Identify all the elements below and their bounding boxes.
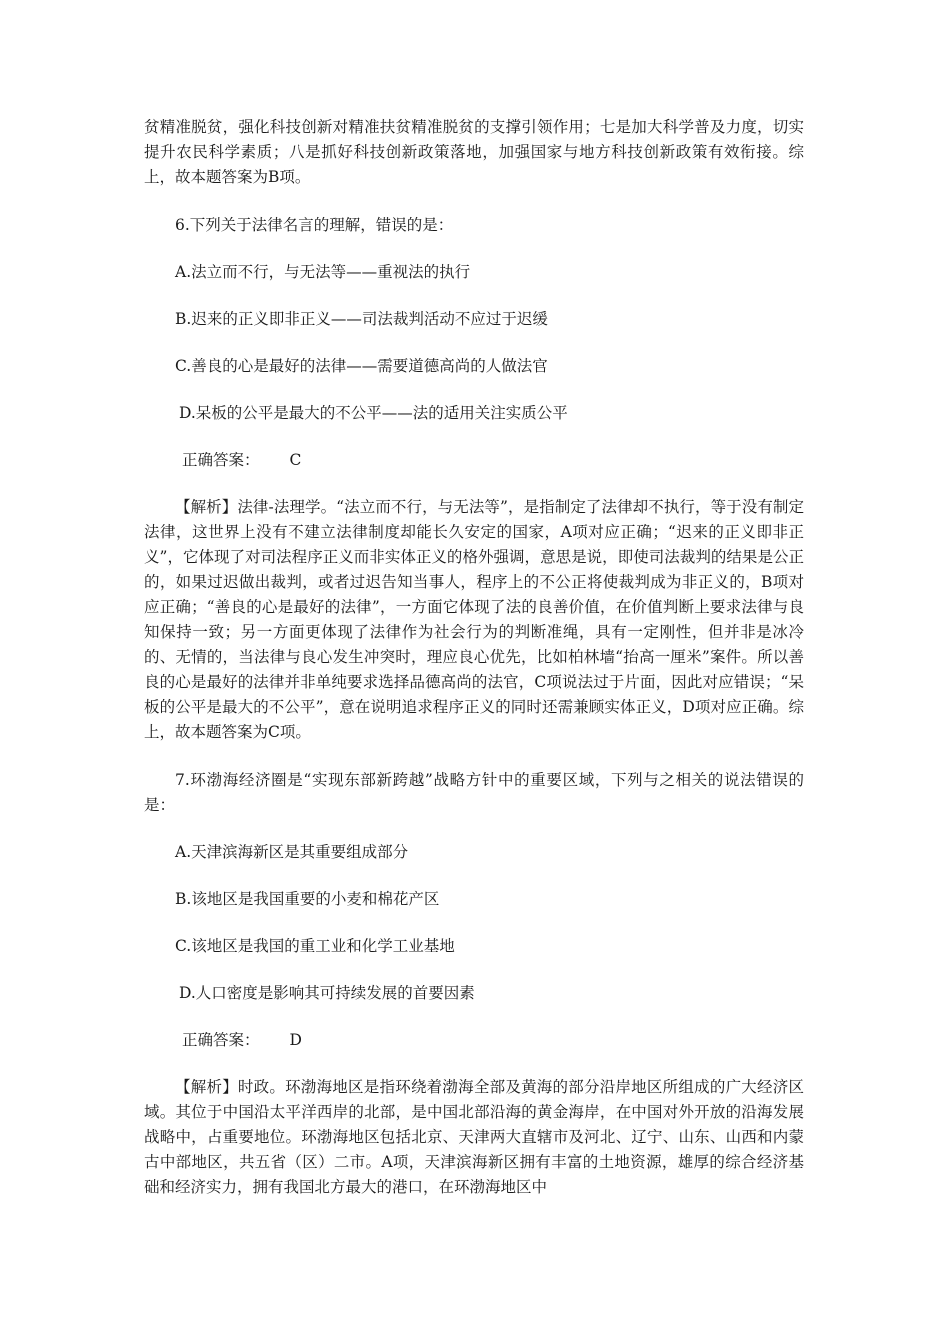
question-6-answer — [144, 448, 804, 473]
question-6-option-d: D.呆板的公平是最大的不公平——法的适用关注实质公平 — [179, 404, 568, 422]
document-page — [144, 115, 804, 1200]
answer-value: D — [289, 1031, 302, 1049]
question-7-stem: 7.环渤海经济圈是“实现东部新跨越”战略方针中的重要区域，下列与之相关的说法错误的是： — [144, 771, 804, 814]
question-7-option-a: A.天津滨海新区是其重要组成部分 — [175, 843, 409, 861]
question-7-answer — [144, 1028, 804, 1053]
answer-label: 正确答案： — [182, 451, 260, 469]
answer-label: 正确答案： — [182, 1031, 260, 1049]
intro-paragraph: 贫精准脱贫，强化科技创新对精准扶贫精准脱贫的支撑引领作用；七是加大科学普及力度，切实提升农民科学素质；八是抓好科技创新政策落地，加强国家与地方科技创新政策有效衔接。综上，故本题答案为B项。 — [144, 118, 804, 186]
question-7-option-d: D.人口密度是影响其可持续发展的首要因素 — [179, 984, 475, 1002]
answer-value: C — [289, 451, 302, 469]
question-7-option-b: B.该地区是我国重要的小麦和棉花产区 — [175, 890, 440, 908]
question-6-option-c: C.善良的心是最好的法律——需要道德高尚的人做法官 — [175, 357, 548, 375]
question-6-option-a: A.法立而不行，与无法等——重视法的执行 — [175, 263, 471, 281]
question-7-option-c: C.该地区是我国的重工业和化学工业基地 — [175, 937, 455, 955]
question-6-stem: 6.下列关于法律名言的理解，错误的是： — [175, 216, 454, 234]
question-7-analysis: 【解析】时政。环渤海地区是指环绕着渤海全部及黄海的部分沿岸地区所组成的广大经济区域。其位于中国沿太平洋西岸的北部，是中国北部沿海的黄金海岸，在中国对外开放的沿海发展战略中，占重要地位。环渤海地区包括北京、天津两大直辖市及河北、辽宁、山东、山西和内蒙古中部地区，共五省（区）二市。A项，天津滨海新区拥有丰富的土地资源，雄厚的综合经济基础和经济实力，拥有我国北方最大的港口，在环渤海地区中 — [144, 1078, 804, 1196]
question-6-option-b: B.迟来的正义即非正义——司法裁判活动不应过于迟缓 — [175, 310, 548, 328]
question-6-analysis: 【解析】法律-法理学。“法立而不行，与无法等”，是指制定了法律却不执行，等于没有制定法律，这世界上没有不建立法律制度却能长久安定的国家，A项对应正确；“迟来的正义即非正义”，它体现了对司法程序正义而非实体正义的格外强调，意思是说，即使司法裁判的结果是公正的，如果过迟做出裁判，或者过迟告知当事人，程序上的不公正将使裁判成为非正义的，B项对应正确；“善良的心是最好的法律”，一方面它体现了法的良善价值，在价值判断上要求法律与良知保持一致；另一方面更体现了法律作为社会行为的判断准绳，具有一定刚性，但并非是冰冷的、无情的，当法律与良心发生冲突时，理应良心优先，比如柏林墙“抬高一厘米”案件。所以善良的心是最好的法律并非单纯要求选择品德高尚的法官，C项说法过于片面，因此对应错误；“呆板的公平是最大的不公平”，意在说明追求程序正义的同时还需兼顾实体正义，D项对应正确。综上，故本题答案为C项。 — [144, 498, 804, 741]
